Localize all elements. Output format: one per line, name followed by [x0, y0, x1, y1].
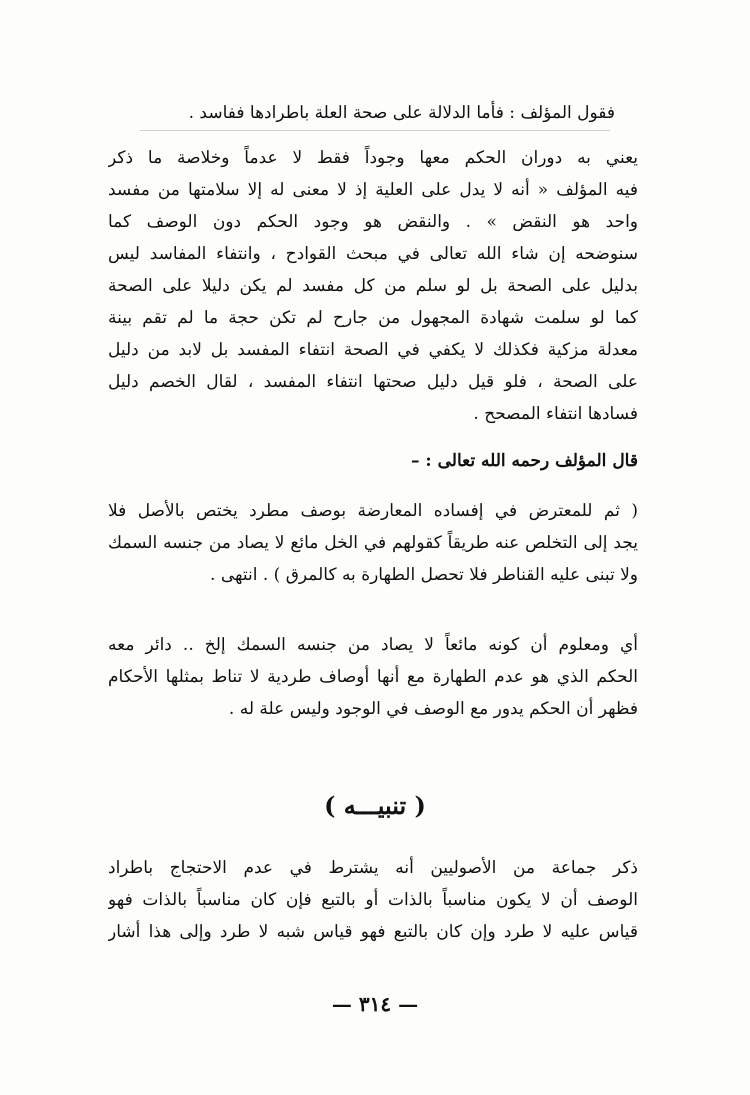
explanation-line-2: فيه المؤلف « أنه لا يدل على العلية إذ لا معنى له إلا سلامتها من مفسد [108, 180, 638, 200]
page-number: — ٣١٤ — [331, 992, 419, 1016]
commentary-line-2: الحكم الذي هو عدم الطهارة مع أنها أوصاف طردية لا تناط بمثلها الأحكام [108, 667, 638, 687]
quote-line-1: ( ثم للمعترض في إفساده المعارضة بوصف مطرد يختص بالأصل فلا [108, 501, 638, 521]
commentary-line-3: فظهر أن الحكم يدور مع الوصف في الوجود وليس علة له . [228, 699, 638, 719]
explanation-line-6: كما لو سلمت شهادة المجهول من جارح لم تكن حجة ما لم تقم بينة [108, 308, 638, 328]
intro-line: فقول المؤلف : فأما الدلالة على صحة العلة باطرادها ففاسد . [188, 103, 615, 123]
notice-line-1: ذكر جماعة من الأصوليين أنه يشترط في عدم الاحتجاج باطراد [108, 858, 638, 878]
notice-line-2: الوصف أن لا يكون مناسباً بالذات أو بالتبع فإن كان مناسباً بالذات فهو [108, 890, 638, 910]
commentary-line-1: أي ومعلوم أن كونه مائعاً لا يصاد من جنسه السمك إلخ .. دائر معه [108, 635, 638, 655]
explanation-line-4: سنوضحه إن شاء الله تعالى في مبحث القوادح ، وانتفاء المفاسد ليس [108, 244, 638, 264]
explanation-line-3: واحد هو النقض » . والنقض هو وجود الحكم دون الوصف كما [108, 212, 638, 232]
notice-line-3: قياس عليه لا طرد وإن كان بالتبع فهو قياس شبه لا طرد وإلى هذا أشار [108, 922, 638, 942]
explanation-line-5: بدليل على الصحة بل لو سلم من كل مفسد لم يكن دليلا على الصحة [108, 276, 638, 296]
explanation-line-9: فسادها انتفاء المصحح . [473, 404, 638, 424]
quote-line-2: يجد إلى التخلص عنه طريقاً كقولهم في الخل مائع لا يصاد من جنسه السمك [108, 533, 638, 553]
section-divider [140, 130, 610, 131]
explanation-line-7: معدلة مزكية فكذلك لا يكفي في الصحة انتفاء المفسد بل لابد من دليل [108, 340, 638, 360]
quote-line-3: ولا تبنى عليه القناطر فلا تحصل الطهارة به كالمرق ) . انتهى . [210, 565, 638, 585]
author-heading: قال المؤلف رحمه الله تعالى : – [410, 451, 638, 471]
explanation-line-1: يعني به دوران الحكم معها وجوداً فقط لا عدماً وخلاصة ما ذكر [108, 148, 638, 168]
notice-heading: ( تنبيـــه ) [324, 791, 426, 820]
explanation-line-8: على الصحة ، فلو قيل دليل صحتها انتفاء المفسد ، لقال الخصم دليل [108, 372, 638, 392]
